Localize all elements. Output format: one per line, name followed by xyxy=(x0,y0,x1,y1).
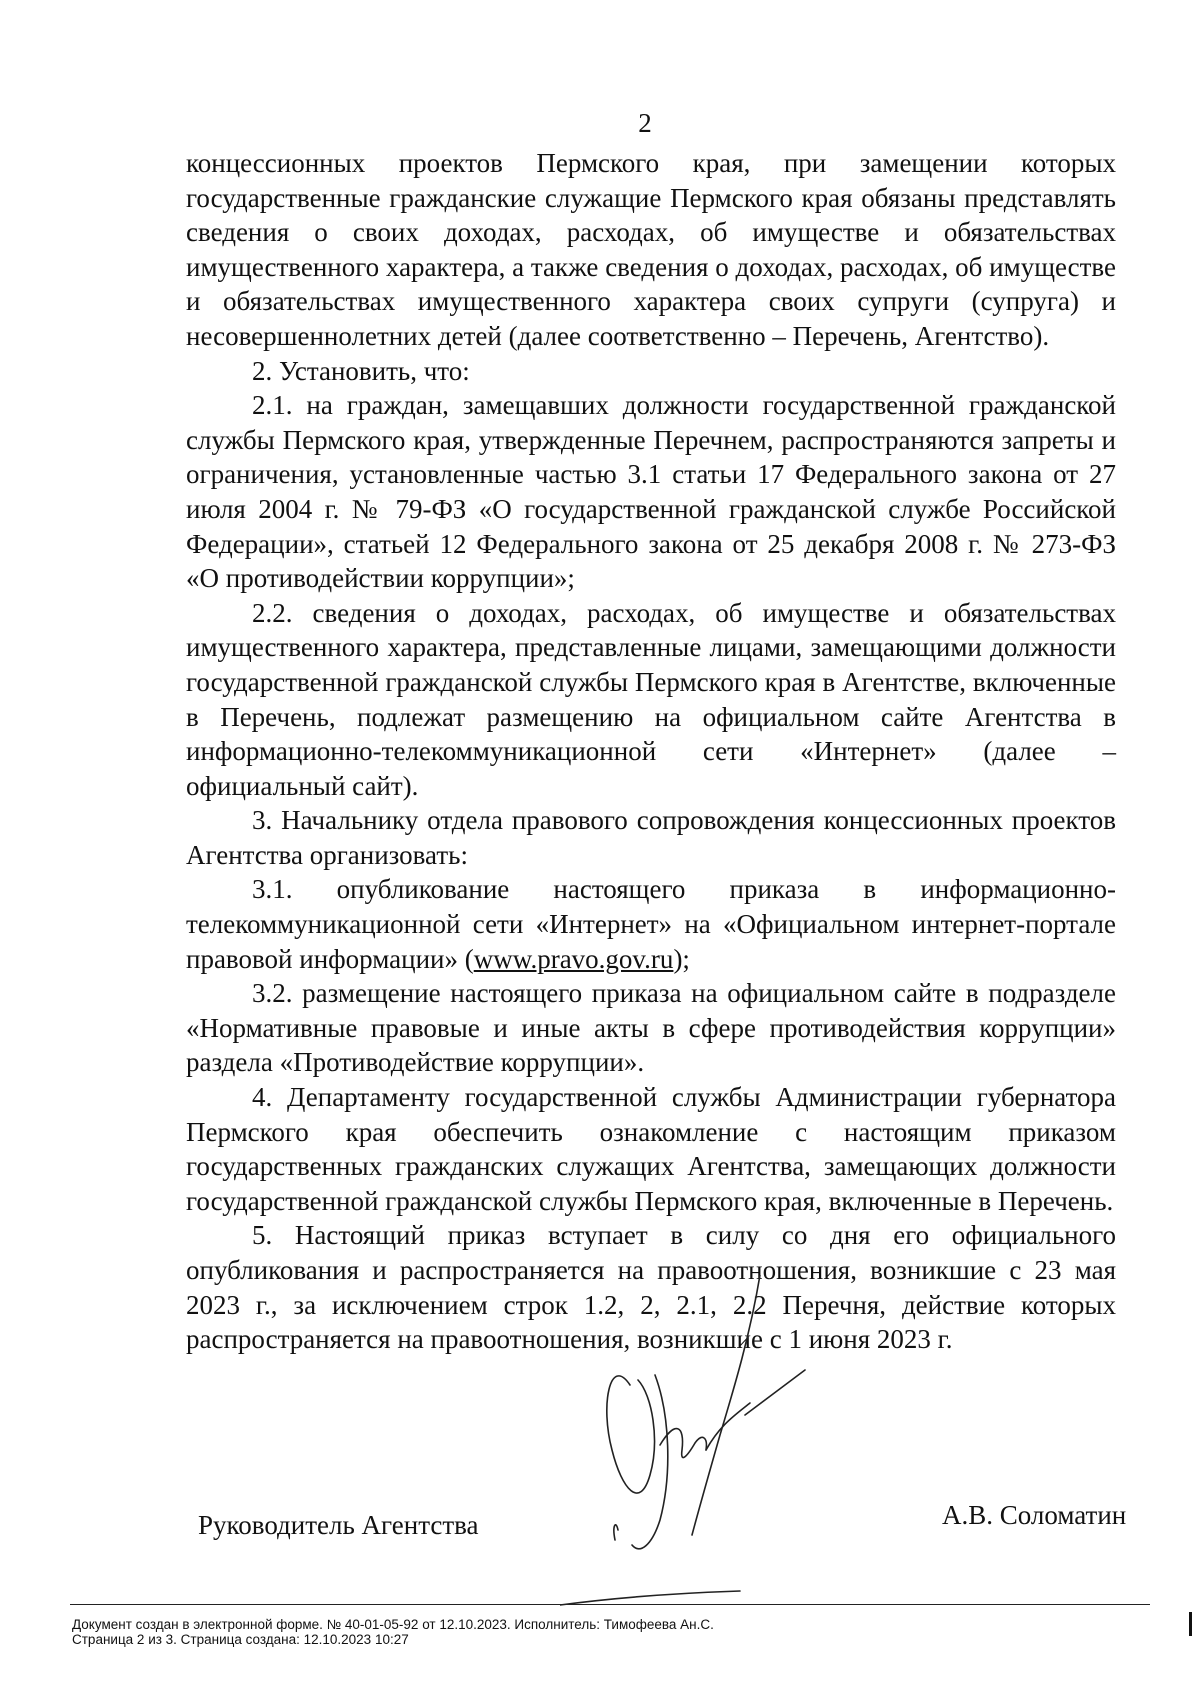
page-number: 2 xyxy=(638,108,652,138)
signatory-name: А.В. Соломатин xyxy=(942,1500,1127,1530)
handwritten-signature xyxy=(560,1275,860,1615)
paragraph-3-1-text: 3.1. опубликование настоящего приказа в информационно-телекоммуникационной сети «Интернет» на «Официальном интернет-портале правовой информации» ( xyxy=(186,874,1116,974)
document-body xyxy=(186,146,1116,1357)
paragraph-2-2: 2.2. сведения о доходах, расходах, об имуществе и обязательствах имущественного характера, представленные лицами, замещающими должности государственной гражданской службы Пермского края в Агентстве, включенные в Перечень, подлежат размещению на официальном сайте Агентства в информационно-телекоммуникационной сети «Интернет» (далее – официальный сайт). xyxy=(186,597,1116,801)
scan-edge-mark xyxy=(1189,1612,1192,1636)
paragraph-continuation: концессионных проектов Пермского края, при замещении которых государственные гражданские служащие Пермского края обязаны представлять сведения о своих доходах, расходах, об имуществе и обязательствах имущественного характера, а также сведения о доходах, расходах, об имуществе и обязательствах имущественного характера своих супруги (супруга) и несовершеннолетних детей (далее соответственно – Перечень, Агентство). xyxy=(186,148,1116,351)
paragraph-3-1 xyxy=(186,872,1116,976)
paragraph-3-2: 3.2. размещение настоящего приказа на официальном сайте в подразделе «Нормативные правовые и иные акты в сфере противодействия коррупции» раздела «Противодействие коррупции». xyxy=(186,978,1116,1078)
paragraph-3-1-tail: ); xyxy=(673,943,690,974)
pravo-link[interactable]: www.pravo.gov.ru xyxy=(473,943,674,974)
paragraph-3: 3. Начальнику отдела правового сопровождения концессионных проектов Агентства организовать: xyxy=(186,805,1116,870)
paragraph-2: 2. Установить, что: xyxy=(252,355,470,386)
footer xyxy=(72,1617,714,1647)
paragraph-2-1: 2.1. на граждан, замещавших должности государственной гражданской службы Пермского края, утвержденные Перечнем, распространяются запреты и ограничения, установленные частью 3.1 статьи 17 Федерального закона от 27 июля 2004 г. № 79-ФЗ «О государственной гражданской службе Российской Федерации», статьей 12 Федерального закона от 25 декабря 2008 г. № 273-ФЗ «О противодействии коррупции»; xyxy=(186,390,1116,594)
signatory-title: Руководитель Агентства xyxy=(198,1510,479,1540)
footer-divider xyxy=(70,1604,1150,1605)
paragraph-5: 5. Настоящий приказ вступает в силу со дня его официального опубликования и распространяется на правоотношения, возникшие с 23 мая 2023 г., за исключением строк 1.2, 2, 2.1, 2.2 Перечня, действие которых распространяется на правоотношения, возникшие с 1 июня 2023 г. xyxy=(186,1220,1116,1355)
footer-line-2: Страница 2 из 3. Страница создана: 12.10.2023 10:27 xyxy=(72,1632,409,1647)
paragraph-4: 4. Департаменту государственной службы Администрации губернатора Пермского края обеспечить ознакомление с настоящим приказом государственных гражданских служащих Агентства, замещающих должности государственной гражданской службы Пермского края, включенные в Перечень. xyxy=(186,1082,1116,1216)
footer-line-1: Документ создан в электронной форме. № 40-01-05-92 от 12.10.2023. Исполнитель: Тимофеева Ан.С. xyxy=(72,1617,714,1632)
